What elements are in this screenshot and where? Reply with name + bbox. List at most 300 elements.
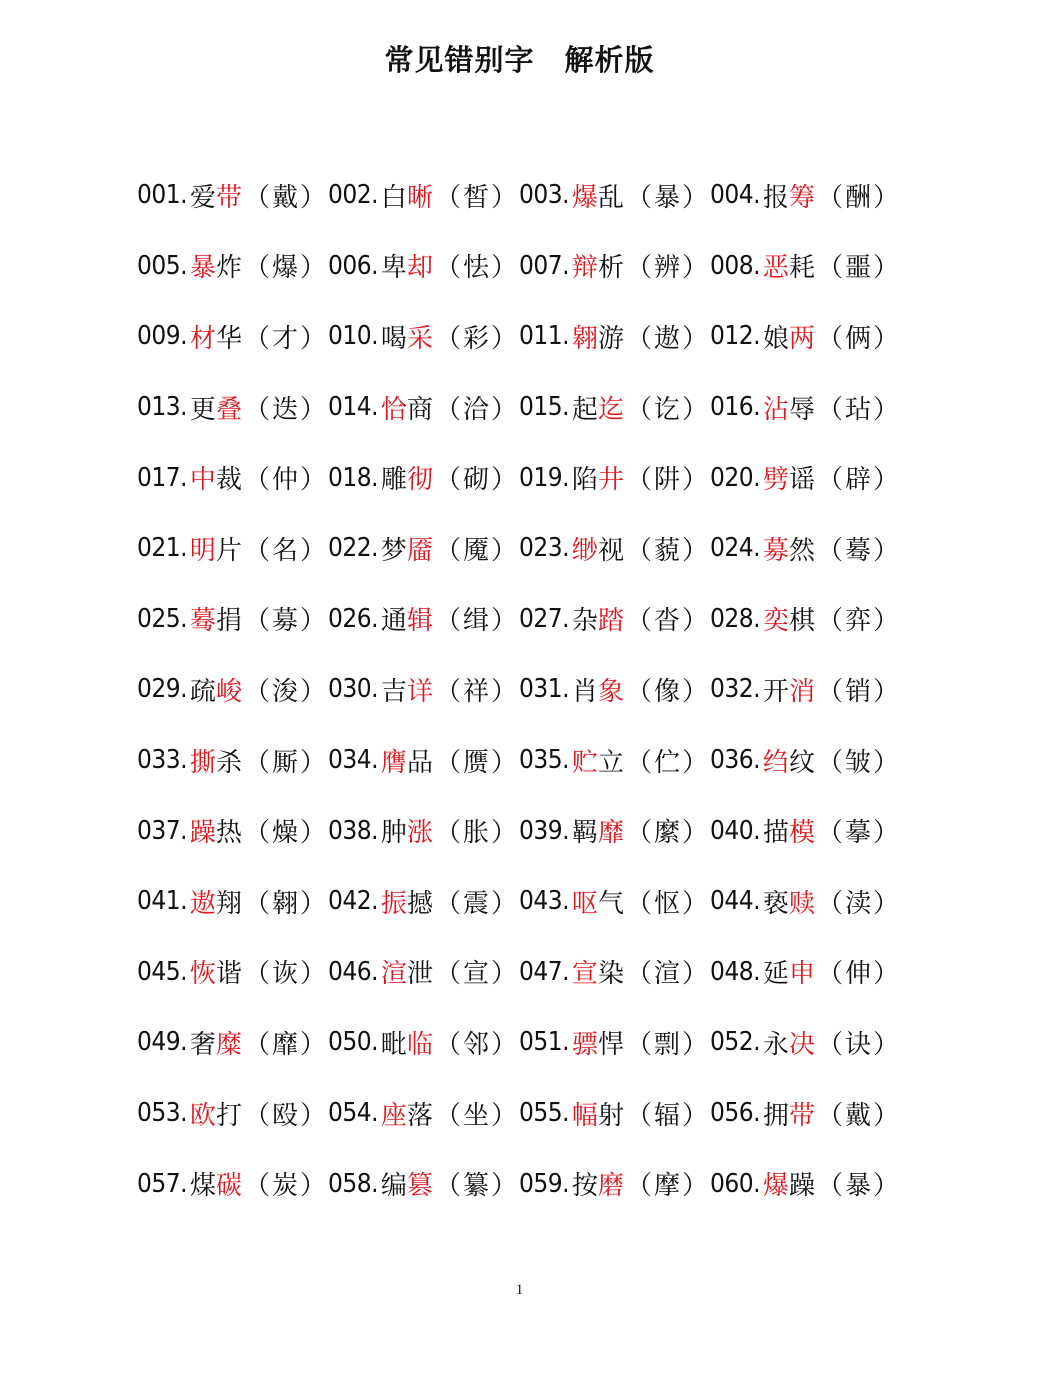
entry-row	[137, 513, 917, 584]
open-paren: （	[625, 676, 652, 707]
entry-number: 045.	[137, 956, 188, 987]
typo-entry	[710, 953, 901, 990]
open-paren: （	[816, 959, 843, 990]
word-correct-part: 立	[597, 747, 624, 778]
typo-entry	[328, 389, 519, 426]
word-error-char: 临	[406, 1029, 433, 1060]
close-paren: ）	[872, 888, 899, 919]
close-paren: ）	[490, 1100, 517, 1131]
word-correct-part: 染	[597, 959, 624, 990]
close-paren: ）	[681, 888, 708, 919]
close-paren: ）	[681, 747, 708, 778]
open-paren: （	[243, 818, 270, 849]
correct-char: 靡	[271, 1029, 298, 1060]
entry-number: 059.	[519, 1168, 570, 1199]
open-paren: （	[625, 1029, 652, 1060]
word-error-char: 中	[189, 465, 216, 496]
close-paren: ）	[299, 253, 326, 284]
entry-row	[137, 1078, 917, 1149]
word-correct-part: 开	[762, 676, 789, 707]
entry-word	[190, 318, 242, 355]
correct-char: 辐	[653, 1100, 680, 1131]
word-error-char: 篡	[406, 1171, 433, 1202]
correct-char: 厮	[271, 747, 298, 778]
correct-char: 销	[844, 676, 871, 707]
word-correct-part: 华	[215, 323, 242, 354]
word-correct-part: 杀	[215, 747, 242, 778]
correct-char: 戴	[271, 182, 298, 213]
correct-char: 纂	[462, 1171, 489, 1202]
correct-char: 洽	[462, 394, 489, 425]
close-paren: ）	[490, 606, 517, 637]
entry-word	[763, 671, 815, 708]
correct-char: 噩	[844, 253, 871, 284]
word-correct-part: 悍	[597, 1029, 624, 1060]
word-correct-part: 视	[597, 535, 624, 566]
close-paren: ）	[872, 747, 899, 778]
word-correct-part: 毗	[380, 1029, 407, 1060]
close-paren: ）	[872, 1171, 899, 1202]
entry-number: 029.	[137, 674, 188, 705]
word-error-char: 涨	[406, 818, 433, 849]
entry-word	[381, 600, 433, 637]
typo-entry	[137, 883, 328, 920]
close-paren: ）	[299, 959, 326, 990]
word-correct-part: 按	[571, 1171, 598, 1202]
entry-word	[572, 742, 624, 779]
word-error-char: 呕	[571, 888, 598, 919]
word-correct-part: 辱	[788, 394, 815, 425]
entry-word	[763, 459, 815, 496]
open-paren: （	[816, 747, 843, 778]
correct-char: 仲	[271, 465, 298, 496]
word-error-char: 明	[189, 535, 216, 566]
entry-word	[190, 1165, 242, 1202]
word-error-char: 申	[788, 959, 815, 990]
word-error-char: 带	[788, 1100, 815, 1131]
correct-char: 缉	[462, 606, 489, 637]
close-paren: ）	[681, 1100, 708, 1131]
close-paren: ）	[299, 465, 326, 496]
typo-entry	[519, 883, 710, 920]
typo-entry	[519, 742, 710, 779]
open-paren: （	[816, 253, 843, 284]
entry-number: 004.	[710, 180, 761, 211]
entry-row	[137, 442, 917, 513]
open-paren: （	[816, 182, 843, 213]
close-paren: ）	[872, 1029, 899, 1060]
entry-number: 049.	[137, 1027, 188, 1058]
typo-entry	[137, 389, 328, 426]
open-paren: （	[625, 888, 652, 919]
entry-number: 022.	[328, 533, 379, 564]
correct-char: 翱	[271, 888, 298, 919]
correct-char: 像	[653, 676, 680, 707]
word-error-char: 峻	[215, 676, 242, 707]
correct-char: 弈	[844, 606, 871, 637]
page-number: 1	[515, 1282, 524, 1298]
word-error-char: 欧	[189, 1100, 216, 1131]
typo-entry	[519, 318, 710, 355]
correct-char: 沓	[653, 606, 680, 637]
open-paren: （	[816, 1171, 843, 1202]
typo-entry	[710, 530, 901, 567]
correct-char: 蓦	[844, 535, 871, 566]
entry-word	[190, 530, 242, 567]
entry-row	[137, 231, 917, 302]
typo-entry	[328, 1165, 519, 1202]
typo-entry	[710, 389, 901, 426]
open-paren: （	[243, 182, 270, 213]
typo-grid	[137, 160, 917, 1219]
open-paren: （	[243, 323, 270, 354]
word-error-char: 消	[788, 676, 815, 707]
entry-number: 013.	[137, 392, 188, 423]
word-correct-part: 撼	[406, 888, 433, 919]
open-paren: （	[816, 1029, 843, 1060]
entry-word	[190, 600, 242, 637]
word-error-char: 碳	[215, 1171, 242, 1202]
typo-entry	[328, 1095, 519, 1132]
entry-number: 021.	[137, 533, 188, 564]
word-error-char: 赎	[788, 888, 815, 919]
close-paren: ）	[299, 182, 326, 213]
entry-number: 016.	[710, 392, 761, 423]
open-paren: （	[243, 676, 270, 707]
entry-number: 020.	[710, 462, 761, 493]
correct-char: 募	[271, 606, 298, 637]
word-error-char: 躁	[189, 818, 216, 849]
word-error-char: 骠	[571, 1029, 598, 1060]
correct-char: 皙	[462, 182, 489, 213]
entry-word	[381, 177, 433, 214]
word-error-char: 宣	[571, 959, 598, 990]
typo-entry	[328, 742, 519, 779]
entry-word	[190, 953, 242, 990]
entry-word	[572, 389, 624, 426]
word-correct-part: 片	[215, 535, 242, 566]
entry-word	[763, 600, 815, 637]
entry-word	[572, 812, 624, 849]
correct-char: 砌	[462, 465, 489, 496]
open-paren: （	[625, 465, 652, 496]
word-correct-part: 起	[571, 394, 598, 425]
correct-char: 剽	[653, 1029, 680, 1060]
entry-word	[763, 953, 815, 990]
word-error-char: 迄	[597, 394, 624, 425]
word-error-char: 奕	[762, 606, 789, 637]
open-paren: （	[243, 888, 270, 919]
entry-row	[137, 725, 917, 796]
correct-char: 怯	[462, 253, 489, 284]
typo-entry	[519, 812, 710, 849]
entry-word	[572, 1095, 624, 1132]
close-paren: ）	[490, 465, 517, 496]
word-correct-part: 落	[406, 1100, 433, 1131]
entry-word	[763, 530, 815, 567]
entry-word	[572, 530, 624, 567]
word-error-char: 两	[788, 323, 815, 354]
word-correct-part: 延	[762, 959, 789, 990]
entry-word	[763, 318, 815, 355]
word-error-char: 叠	[215, 394, 242, 425]
typo-entry	[519, 1095, 710, 1132]
word-correct-part: 躁	[788, 1171, 815, 1202]
open-paren: （	[625, 182, 652, 213]
close-paren: ）	[299, 606, 326, 637]
entry-row	[137, 1007, 917, 1078]
correct-char: 名	[271, 535, 298, 566]
word-error-char: 踏	[597, 606, 624, 637]
entry-word	[381, 389, 433, 426]
entry-number: 006.	[328, 250, 379, 281]
close-paren: ）	[299, 818, 326, 849]
open-paren: （	[434, 1171, 461, 1202]
open-paren: （	[434, 818, 461, 849]
entry-number: 019.	[519, 462, 570, 493]
word-correct-part: 梦	[380, 535, 407, 566]
open-paren: （	[243, 253, 270, 284]
correct-char: 才	[271, 323, 298, 354]
word-correct-part: 拥	[762, 1100, 789, 1131]
typo-entry	[137, 812, 328, 849]
entry-number: 009.	[137, 321, 188, 352]
correct-char: 讫	[653, 394, 680, 425]
word-correct-part: 喝	[380, 323, 407, 354]
entry-number: 007.	[519, 250, 570, 281]
correct-char: 皱	[844, 747, 871, 778]
word-error-char: 靥	[406, 535, 433, 566]
open-paren: （	[816, 465, 843, 496]
word-error-char: 糜	[215, 1029, 242, 1060]
typo-entry	[710, 671, 901, 708]
typo-entry	[519, 177, 710, 214]
close-paren: ）	[681, 182, 708, 213]
entry-number: 042.	[328, 886, 379, 917]
entry-number: 047.	[519, 956, 570, 987]
word-error-char: 幅	[571, 1100, 598, 1131]
close-paren: ）	[681, 818, 708, 849]
word-error-char: 振	[380, 888, 407, 919]
close-paren: ）	[490, 1029, 517, 1060]
entry-word	[763, 389, 815, 426]
word-error-char: 象	[597, 676, 624, 707]
close-paren: ）	[490, 323, 517, 354]
open-paren: （	[816, 606, 843, 637]
entry-number: 035.	[519, 745, 570, 776]
typo-entry	[137, 742, 328, 779]
open-paren: （	[434, 182, 461, 213]
entry-row	[137, 160, 917, 231]
typo-entry	[519, 600, 710, 637]
entry-number: 058.	[328, 1168, 379, 1199]
typo-entry	[519, 530, 710, 567]
entry-number: 015.	[519, 392, 570, 423]
open-paren: （	[434, 959, 461, 990]
entry-word	[763, 742, 815, 779]
open-paren: （	[816, 535, 843, 566]
open-paren: （	[434, 394, 461, 425]
entry-word	[381, 1165, 433, 1202]
entry-row	[137, 937, 917, 1008]
word-correct-part: 乱	[597, 182, 624, 213]
entry-number: 060.	[710, 1168, 761, 1199]
close-paren: ）	[490, 747, 517, 778]
word-error-char: 蓦	[189, 606, 216, 637]
typo-entry	[710, 1165, 901, 1202]
entry-row	[137, 654, 917, 725]
close-paren: ）	[490, 535, 517, 566]
entry-row	[137, 1148, 917, 1219]
word-correct-part: 射	[597, 1100, 624, 1131]
entry-word	[381, 1024, 433, 1061]
word-correct-part: 耗	[788, 253, 815, 284]
word-error-char: 恰	[380, 394, 407, 425]
correct-char: 玷	[844, 394, 871, 425]
correct-char: 暴	[653, 182, 680, 213]
entry-row	[137, 866, 917, 937]
word-error-char: 决	[788, 1029, 815, 1060]
open-paren: （	[243, 1029, 270, 1060]
typo-entry	[328, 459, 519, 496]
typo-entry	[137, 1165, 328, 1202]
close-paren: ）	[872, 182, 899, 213]
correct-char: 縻	[653, 818, 680, 849]
word-correct-part: 永	[762, 1029, 789, 1060]
word-correct-part: 商	[406, 394, 433, 425]
entry-number: 048.	[710, 956, 761, 987]
word-error-char: 贮	[571, 747, 598, 778]
open-paren: （	[434, 535, 461, 566]
entry-number: 046.	[328, 956, 379, 987]
typo-entry	[328, 318, 519, 355]
entry-number: 050.	[328, 1027, 379, 1058]
typo-entry	[137, 530, 328, 567]
word-correct-part: 炸	[215, 253, 242, 284]
word-correct-part: 裁	[215, 465, 242, 496]
typo-entry	[328, 1024, 519, 1061]
typo-entry	[519, 459, 710, 496]
entry-number: 044.	[710, 886, 761, 917]
entry-number: 043.	[519, 886, 570, 917]
entry-number: 052.	[710, 1027, 761, 1058]
entry-number: 053.	[137, 1098, 188, 1129]
open-paren: （	[243, 465, 270, 496]
correct-char: 阱	[653, 465, 680, 496]
open-paren: （	[434, 323, 461, 354]
entry-number: 011.	[519, 321, 570, 352]
open-paren: （	[434, 465, 461, 496]
entry-word	[572, 671, 624, 708]
entry-word	[381, 530, 433, 567]
typo-entry	[519, 953, 710, 990]
word-correct-part: 吉	[380, 676, 407, 707]
word-correct-part: 游	[597, 323, 624, 354]
open-paren: （	[625, 1100, 652, 1131]
open-paren: （	[816, 818, 843, 849]
word-error-char: 翱	[571, 323, 598, 354]
word-error-char: 暴	[189, 253, 216, 284]
typo-entry	[137, 459, 328, 496]
open-paren: （	[625, 1171, 652, 1202]
close-paren: ）	[681, 1171, 708, 1202]
entry-number: 005.	[137, 250, 188, 281]
entry-word	[572, 1024, 624, 1061]
correct-char: 藐	[653, 535, 680, 566]
correct-char: 怄	[653, 888, 680, 919]
open-paren: （	[625, 747, 652, 778]
entry-row	[137, 301, 917, 372]
entry-word	[190, 459, 242, 496]
entry-number: 018.	[328, 462, 379, 493]
correct-char: 震	[462, 888, 489, 919]
correct-char: 伫	[653, 747, 680, 778]
open-paren: （	[243, 1100, 270, 1131]
entry-number: 030.	[328, 674, 379, 705]
entry-word	[572, 953, 624, 990]
entry-number: 038.	[328, 815, 379, 846]
close-paren: ）	[681, 676, 708, 707]
typo-entry	[137, 953, 328, 990]
word-error-char: 爆	[762, 1171, 789, 1202]
typo-entry	[328, 600, 519, 637]
open-paren: （	[625, 959, 652, 990]
typo-entry	[328, 953, 519, 990]
open-paren: （	[816, 323, 843, 354]
correct-char: 酬	[844, 182, 871, 213]
typo-entry	[710, 177, 901, 214]
correct-char: 炭	[271, 1171, 298, 1202]
entry-word	[381, 812, 433, 849]
close-paren: ）	[872, 535, 899, 566]
word-error-char: 辑	[406, 606, 433, 637]
entry-word	[381, 742, 433, 779]
word-correct-part: 更	[189, 394, 216, 425]
correct-char: 彩	[462, 323, 489, 354]
correct-char: 辨	[653, 253, 680, 284]
word-error-char: 采	[406, 323, 433, 354]
word-correct-part: 卑	[380, 253, 407, 284]
entry-word	[572, 177, 624, 214]
typo-entry	[710, 318, 901, 355]
word-error-char: 绉	[762, 747, 789, 778]
open-paren: （	[625, 394, 652, 425]
word-correct-part: 报	[762, 182, 789, 213]
correct-char: 殴	[271, 1100, 298, 1131]
typo-entry	[328, 671, 519, 708]
typo-entry	[710, 742, 901, 779]
entry-word	[572, 600, 624, 637]
entry-word	[190, 389, 242, 426]
word-correct-part: 描	[762, 818, 789, 849]
entry-number: 003.	[519, 180, 570, 211]
word-correct-part: 棋	[788, 606, 815, 637]
entry-word	[572, 459, 624, 496]
entry-word	[381, 459, 433, 496]
typo-entry	[519, 1024, 710, 1061]
correct-char: 迭	[271, 394, 298, 425]
close-paren: ）	[490, 1171, 517, 1202]
close-paren: ）	[681, 253, 708, 284]
open-paren: （	[816, 888, 843, 919]
entry-number: 041.	[137, 886, 188, 917]
entry-word	[190, 1095, 242, 1132]
close-paren: ）	[681, 959, 708, 990]
word-correct-part: 气	[597, 888, 624, 919]
correct-char: 伸	[844, 959, 871, 990]
entry-word	[763, 177, 815, 214]
word-correct-part: 奢	[189, 1029, 216, 1060]
